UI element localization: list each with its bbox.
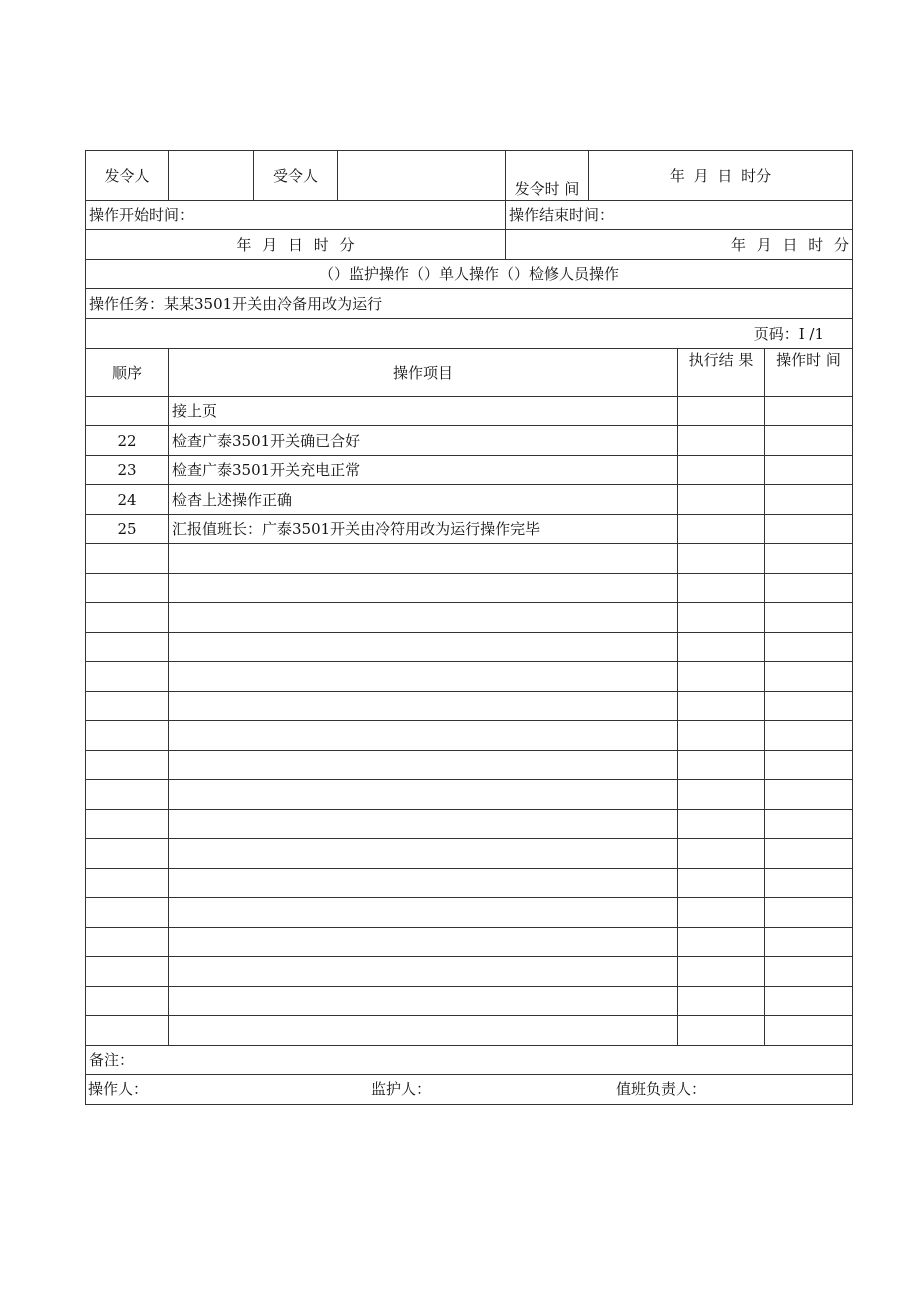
row-time[interactable] <box>765 692 853 721</box>
row-result[interactable] <box>678 633 765 662</box>
row-item <box>169 751 678 780</box>
row-item: 检查广泰3501开关确已合好 <box>169 426 678 456</box>
row-result[interactable] <box>678 515 765 544</box>
row-result[interactable] <box>678 1016 765 1046</box>
operation-start-value[interactable]: 年 月 日 时 分 <box>86 230 506 260</box>
row-item <box>169 810 678 839</box>
operation-time-label-row <box>86 201 853 230</box>
row-seq <box>86 692 169 721</box>
row-result[interactable] <box>678 692 765 721</box>
row-seq <box>86 574 169 603</box>
operation-end-value[interactable]: 年 月 日 时 分 <box>506 230 853 260</box>
column-header-row <box>86 349 853 397</box>
row-time[interactable] <box>765 426 853 456</box>
row-time[interactable] <box>765 928 853 957</box>
row-item <box>169 544 678 574</box>
table-row <box>86 633 853 662</box>
table-row <box>86 456 853 485</box>
row-seq <box>86 780 169 810</box>
row-time[interactable] <box>765 898 853 928</box>
table-row <box>86 721 853 751</box>
operation-type-options[interactable]: （）监护操作（）单人操作（）检修人员操作 <box>86 260 853 289</box>
row-item <box>169 662 678 692</box>
row-seq: 24 <box>86 485 169 515</box>
table-row <box>86 574 853 603</box>
row-result[interactable] <box>678 898 765 928</box>
row-time[interactable] <box>765 485 853 515</box>
row-item <box>169 574 678 603</box>
col-seq-header: 顺序 <box>86 349 169 397</box>
row-time[interactable] <box>765 456 853 485</box>
table-row <box>86 928 853 957</box>
row-seq <box>86 928 169 957</box>
page-code: 页码：I /1 <box>86 319 853 349</box>
issue-time-label: 发令时 间 <box>506 151 589 201</box>
row-time[interactable] <box>765 839 853 869</box>
row-seq <box>86 957 169 987</box>
row-seq <box>86 633 169 662</box>
row-time[interactable] <box>765 1016 853 1046</box>
table-row <box>86 839 853 869</box>
row-time[interactable] <box>765 515 853 544</box>
row-time[interactable] <box>765 662 853 692</box>
shift-leader-label: 值班负责人： <box>616 1080 707 1098</box>
row-item <box>169 633 678 662</box>
remarks-row <box>86 1046 853 1075</box>
table-row <box>86 957 853 987</box>
operation-ticket-table <box>85 150 853 1105</box>
operation-ticket-form <box>85 150 852 1105</box>
row-seq: 22 <box>86 426 169 456</box>
row-seq <box>86 1016 169 1046</box>
issuer-label: 发令人 <box>86 151 169 201</box>
row-seq <box>86 397 169 426</box>
table-row <box>86 810 853 839</box>
table-row <box>86 987 853 1016</box>
row-time[interactable] <box>765 721 853 751</box>
row-seq <box>86 898 169 928</box>
col-item-header: 操作项目 <box>169 349 678 397</box>
row-item <box>169 928 678 957</box>
row-seq <box>86 603 169 633</box>
row-time[interactable] <box>765 633 853 662</box>
row-result[interactable] <box>678 780 765 810</box>
row-seq <box>86 869 169 898</box>
row-seq <box>86 810 169 839</box>
row-time[interactable] <box>765 603 853 633</box>
signature-row <box>86 1075 853 1105</box>
table-row <box>86 751 853 780</box>
table-row <box>86 426 853 456</box>
row-result[interactable] <box>678 721 765 751</box>
operation-start-label: 操作开始时间： <box>86 201 506 230</box>
row-result[interactable] <box>678 839 765 869</box>
col-time-header: 操作时 间 <box>765 349 853 397</box>
row-result[interactable] <box>678 869 765 898</box>
row-item <box>169 898 678 928</box>
signature-cell <box>86 1075 853 1105</box>
operation-type-row <box>86 260 853 289</box>
row-item <box>169 692 678 721</box>
row-item <box>169 721 678 751</box>
table-row <box>86 397 853 426</box>
row-result[interactable] <box>678 603 765 633</box>
row-item: 汇报值班长：广泰3501开关由冷符用改为运行操作完毕 <box>169 515 678 544</box>
row-seq: 25 <box>86 515 169 544</box>
row-item: 接上页 <box>169 397 678 426</box>
table-row <box>86 692 853 721</box>
operation-task: 操作任务：某某3501开关由冷备用改为运行 <box>86 289 853 319</box>
operation-rows <box>86 397 853 1046</box>
table-row <box>86 662 853 692</box>
row-seq <box>86 544 169 574</box>
issuer-field[interactable] <box>169 151 254 201</box>
table-row <box>86 603 853 633</box>
row-time[interactable] <box>765 869 853 898</box>
operation-end-label: 操作结束时间： <box>506 201 853 230</box>
row-result[interactable] <box>678 751 765 780</box>
row-result[interactable] <box>678 662 765 692</box>
table-row <box>86 869 853 898</box>
supervisor-label: 监护人： <box>371 1080 432 1098</box>
operation-time-value-row <box>86 230 853 260</box>
row-item <box>169 780 678 810</box>
row-result[interactable] <box>678 397 765 426</box>
row-item: 检查广泰3501开关充电正常 <box>169 456 678 485</box>
row-item <box>169 839 678 869</box>
header-row <box>86 151 853 201</box>
row-time[interactable] <box>765 397 853 426</box>
row-item <box>169 987 678 1016</box>
receiver-field[interactable] <box>338 151 506 201</box>
row-result[interactable] <box>678 426 765 456</box>
row-seq <box>86 839 169 869</box>
row-time[interactable] <box>765 751 853 780</box>
row-result[interactable] <box>678 574 765 603</box>
page-code-row <box>86 319 853 349</box>
table-row <box>86 515 853 544</box>
row-time[interactable] <box>765 544 853 574</box>
row-seq: 23 <box>86 456 169 485</box>
row-item <box>169 1016 678 1046</box>
row-seq <box>86 751 169 780</box>
row-item <box>169 603 678 633</box>
table-row <box>86 780 853 810</box>
row-result[interactable] <box>678 987 765 1016</box>
operator-label: 操作人： <box>88 1080 149 1098</box>
task-row <box>86 289 853 319</box>
row-result[interactable] <box>678 544 765 574</box>
row-result[interactable] <box>678 957 765 987</box>
table-row <box>86 898 853 928</box>
row-time[interactable] <box>765 987 853 1016</box>
issue-time-value[interactable]: 年 月 日 时分 <box>589 151 853 201</box>
row-seq <box>86 662 169 692</box>
row-item: 检杳上述操作正确 <box>169 485 678 515</box>
row-result[interactable] <box>678 810 765 839</box>
remarks-label: 备注： <box>86 1046 853 1075</box>
row-result[interactable] <box>678 928 765 957</box>
row-seq <box>86 721 169 751</box>
row-seq <box>86 987 169 1016</box>
table-row <box>86 1016 853 1046</box>
row-item <box>169 957 678 987</box>
row-item <box>169 869 678 898</box>
table-row <box>86 544 853 574</box>
row-result[interactable] <box>678 456 765 485</box>
receiver-label: 受令人 <box>254 151 338 201</box>
row-time[interactable] <box>765 574 853 603</box>
row-time[interactable] <box>765 957 853 987</box>
row-result[interactable] <box>678 485 765 515</box>
row-time[interactable] <box>765 810 853 839</box>
table-row <box>86 485 853 515</box>
row-time[interactable] <box>765 780 853 810</box>
col-result-header: 执行结 果 <box>678 349 765 397</box>
